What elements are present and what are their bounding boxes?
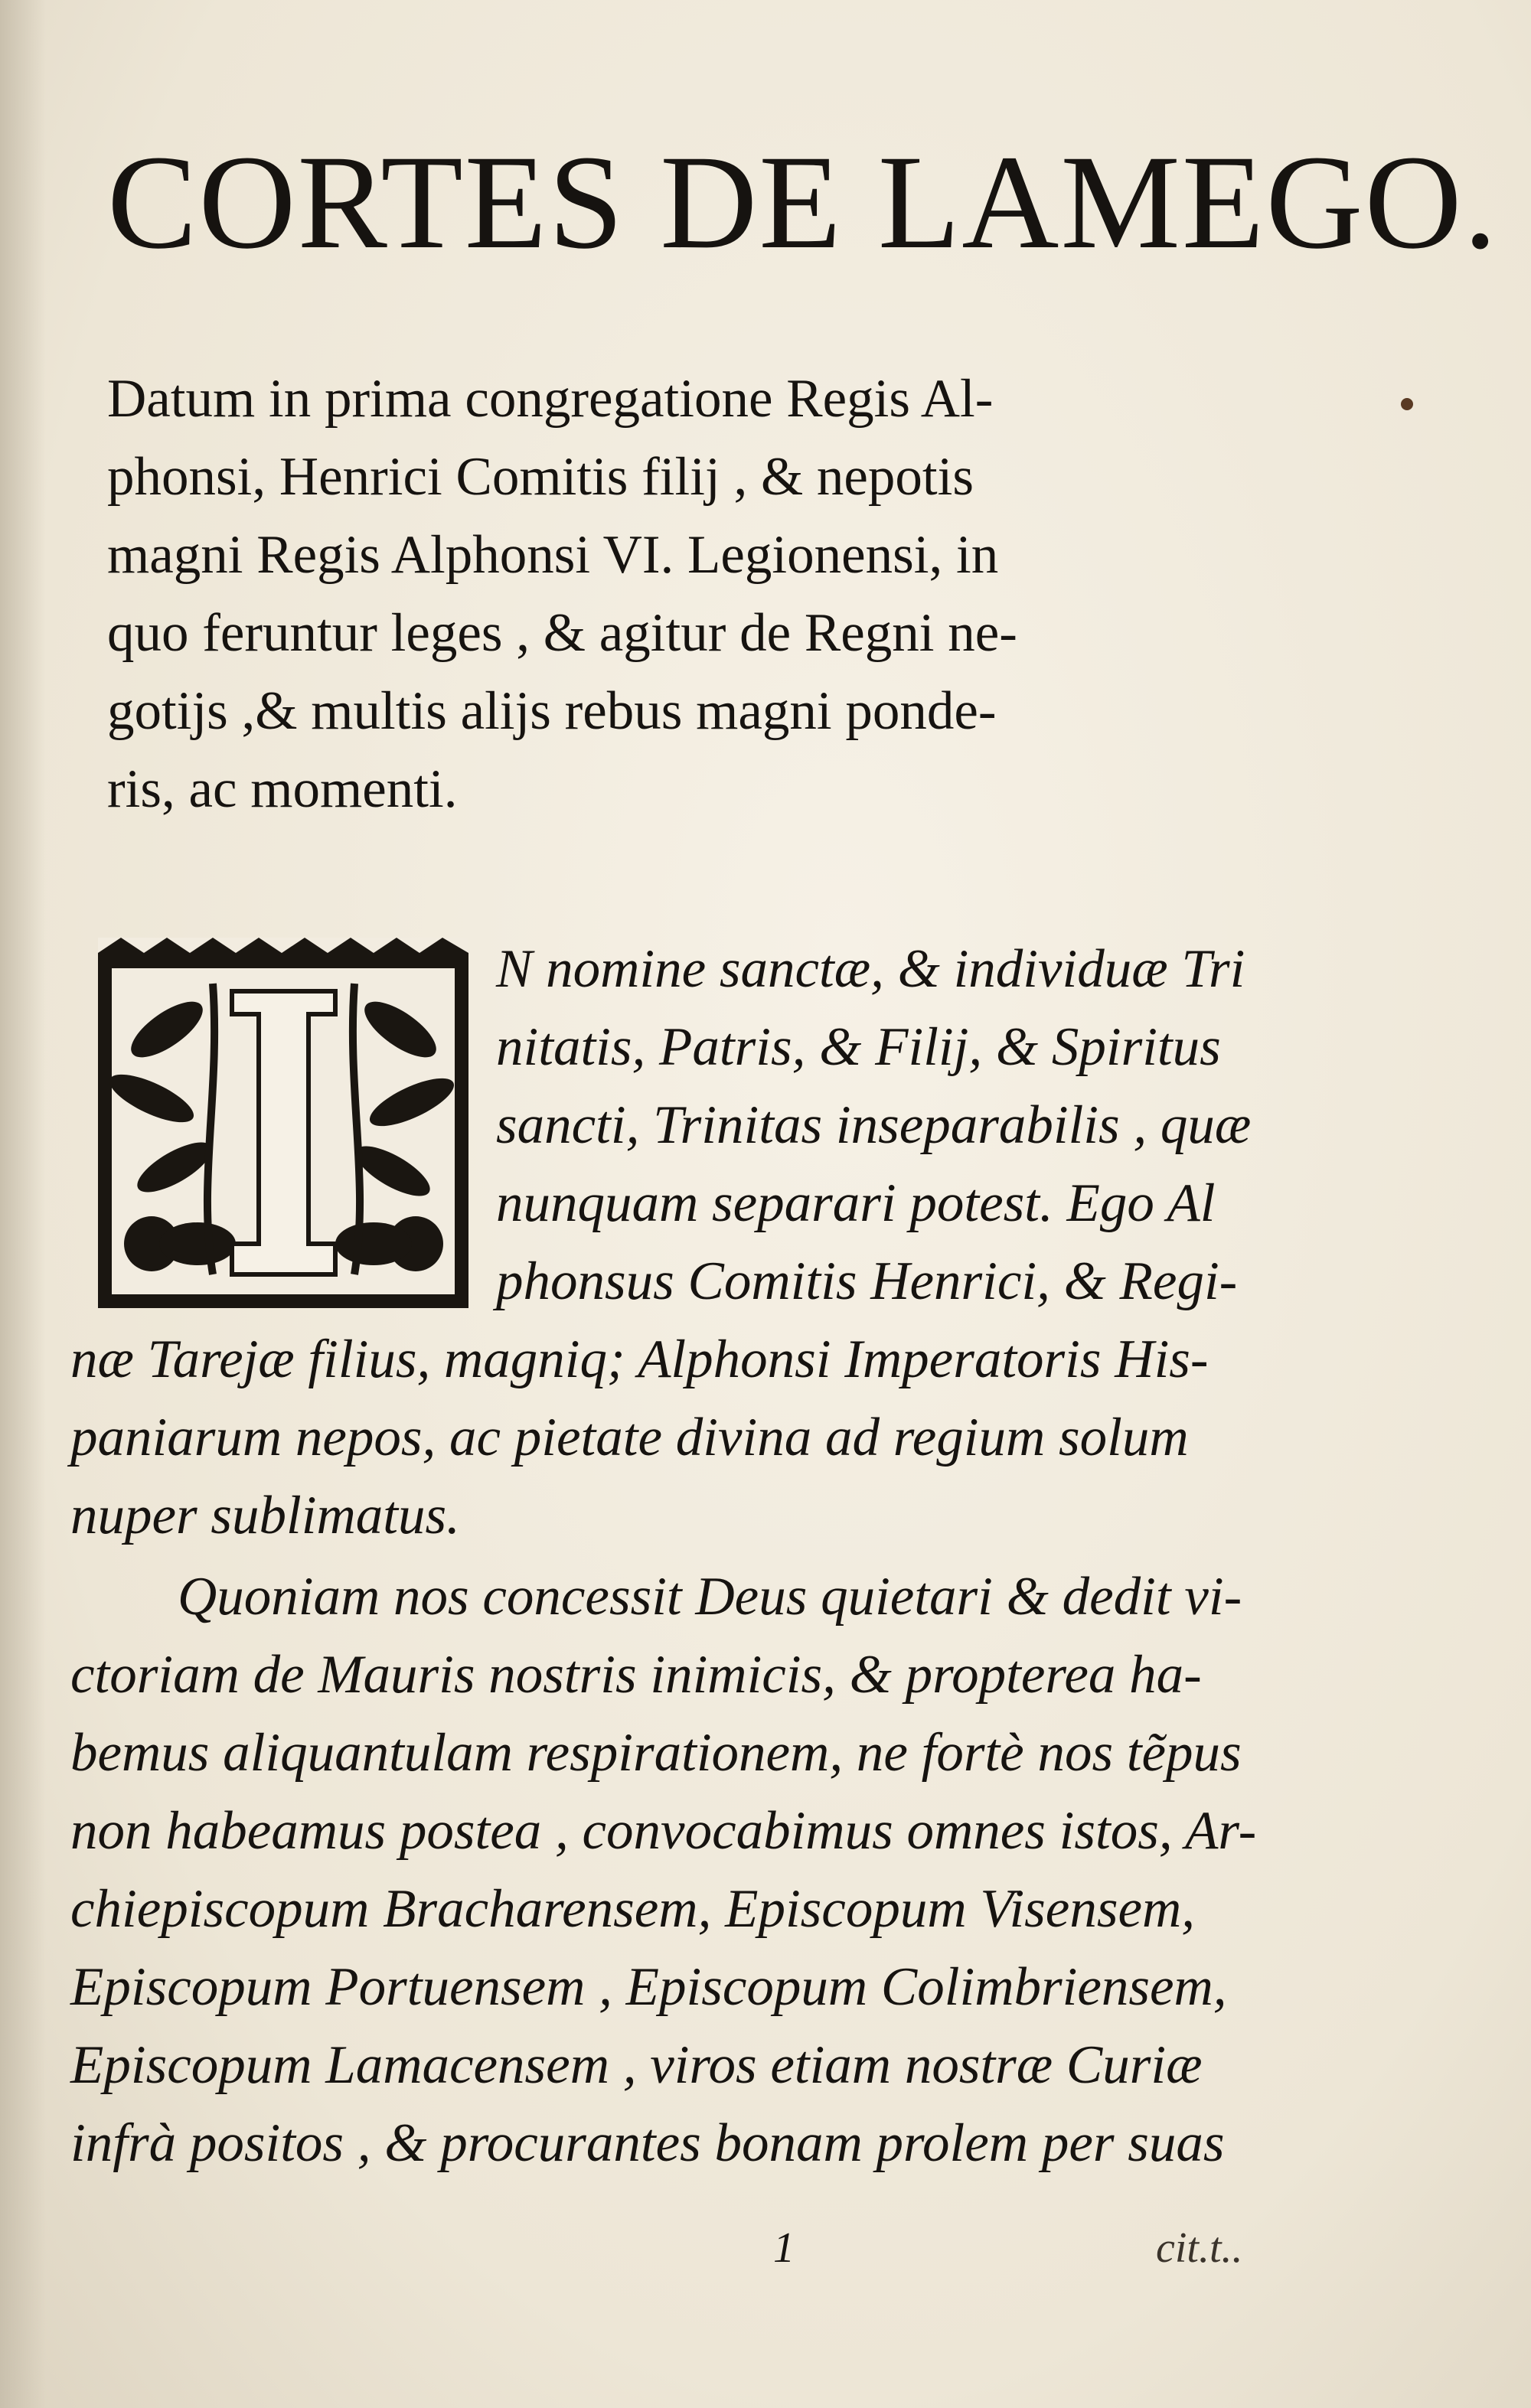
page-number: 1 — [773, 2224, 795, 2272]
page-title: CORTES DE LAMEGO. — [107, 128, 1499, 277]
intro-paragraph — [107, 360, 1332, 828]
text-line: infrà positos , & procurantes bonam prolem per suas — [70, 2113, 1225, 2173]
text-line: nunquam separari potest. Ego Al — [496, 1173, 1216, 1233]
text-line: N nomine sanctæ, & individuæ Tri — [496, 939, 1245, 999]
text-line: phonsus Comitis Henrici, & Regi- — [496, 1251, 1238, 1311]
text-line: paniarum nepos, ac pietate divina ad regium solum — [70, 1408, 1189, 1467]
text-line: ctoriam de Mauris nostris inimicis, & propterea ha- — [70, 1645, 1202, 1705]
intro-line: Datum in prima congregatione Regis Al- — [107, 369, 994, 429]
text-line: Episcopum Portuensem , Episcopum Colimbriensem, — [70, 1957, 1227, 2017]
intro-line: magni Regis Alphonsi VI. Legionensi, in — [107, 525, 999, 585]
text-line: nuper sublimatus. — [70, 1486, 460, 1545]
intro-line: ris, ac momenti. — [107, 759, 458, 819]
intro-line: gotijs ,& multis alijs rebus magni ponde- — [107, 681, 997, 741]
intro-line: phonsi, Henrici Comitis filij , & nepotis — [107, 447, 974, 507]
text-line: chiepiscopum Bracharensem, Episcopum Visensem, — [70, 1879, 1195, 1939]
opening-paragraph-beside-initial — [496, 930, 1338, 1320]
text-line: Quoniam nos concessit Deus quietari & dedit vi- — [178, 1567, 1242, 1627]
text-line: nitatis, Patris, & Filij, & Spiritus — [496, 1017, 1221, 1077]
book-gutter-shadow — [0, 0, 46, 2408]
text-line: sancti, Trinitas inseparabilis , quæ — [496, 1095, 1252, 1155]
intro-line: quo feruntur leges , & agitur de Regni ne- — [107, 603, 1017, 663]
ink-spot — [1401, 398, 1413, 410]
opening-paragraph-continuation — [70, 1320, 1341, 1555]
text-line: bemus aliquantulam respirationem, ne fortè nos tẽpus — [70, 1723, 1242, 1783]
text-line: Episcopum Lamacensem , viros etiam nostræ Curiæ — [70, 2035, 1203, 2095]
text-line: non habeamus postea , convocabimus omnes istos, Ar- — [70, 1801, 1257, 1861]
decorated-initial-icon — [98, 938, 468, 1308]
second-paragraph — [70, 1558, 1341, 2182]
text-line: næ Tarejæ filius, magniq; Alphonsi Imperatoris His- — [70, 1330, 1209, 1389]
catchword: cit.t.. — [1156, 2224, 1243, 2272]
